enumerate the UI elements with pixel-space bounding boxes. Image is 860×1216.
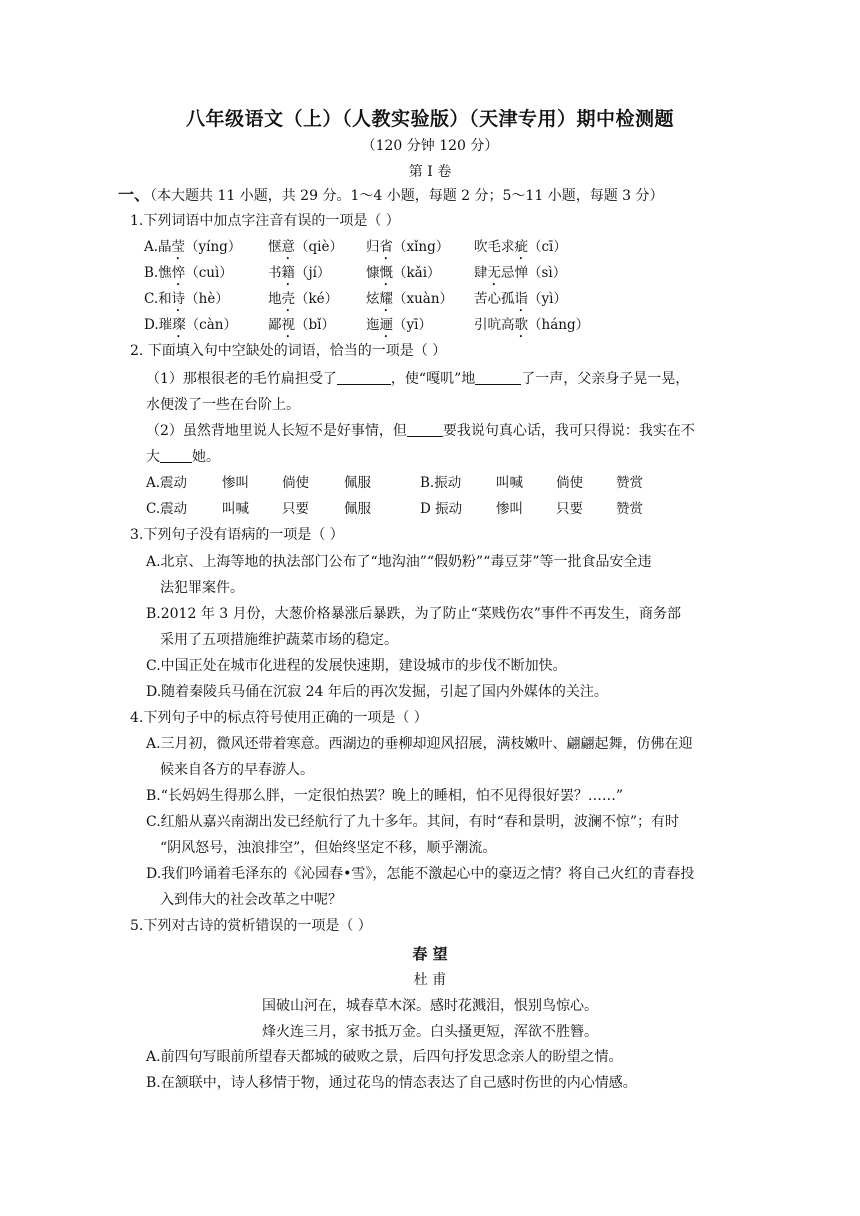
sentence-text: ，使“嘎叽”地 (390, 371, 476, 387)
sentence-text: 了一声，父亲身子晃一晃， (521, 371, 690, 387)
question-4-stem: 4.下列句子中的标点符号使用正确的一项是（ ） (130, 710, 428, 726)
question-3-option-d: D.随着秦陵兵马俑在沉寂 24 年后的再次发掘，引起了国内外媒体的关注。 (146, 684, 608, 700)
section-marker: 一、 (118, 185, 151, 204)
question-3-stem: 3.下列句子没有语病的一项是（ ） (130, 527, 344, 543)
option-word: 吹毛求疵（cī） (474, 239, 567, 255)
question-3-option-a-cont: 法犯罪案件。 (160, 580, 244, 596)
sentence-text: 她。 (192, 449, 220, 465)
question-2-sentence-2 (146, 420, 695, 442)
option-word: 书籍（jí） (268, 265, 331, 281)
option-word: 炫耀（xuàn） (366, 291, 454, 307)
question-1-option-a (144, 236, 634, 263)
poem-title: 春 望 (412, 945, 448, 963)
question-2-options-ab: A.震动 惨叫 倘使 佩服 B.振动 叫喊 倘使 赞赏 (146, 475, 643, 491)
question-4-option-c: C.红船从嘉兴南湖出发已经航行了九十多年。其间，有时“春和景明，波澜不惊”；有时 (146, 814, 679, 830)
question-4-option-c-cont: “阴风怒号，浊浪排空”，但始终坚定不移，顺乎潮流。 (160, 840, 497, 856)
question-5-stem: 5.下列对古诗的赏析错误的一项是（ ） (130, 918, 372, 934)
blank-line (337, 370, 391, 385)
question-3-option-c: C.中国正处在城市化进程的发展快速期，建设城市的步伐不断加快。 (146, 658, 567, 674)
option-word: 苦心孤诣（yì） (474, 291, 567, 307)
option-word: 肆无忌惮（sì） (474, 265, 567, 281)
question-4-option-a-cont: 候来自各方的早春游人。 (160, 762, 314, 778)
poem-author: 杜 甫 (413, 972, 447, 988)
question-5-option-b: B.在颔联中，诗人移情于物，通过花鸟的情态表达了自己感时伤世的内心情感。 (146, 1075, 637, 1091)
sentence-text: （1）那根很老的毛竹扁担受了 (146, 371, 337, 387)
sentence-text: 要我说句真心话，我可只得说：我实在不 (442, 423, 695, 439)
blank-line (407, 422, 443, 437)
question-3-option-a: A.北京、上海等地的执法部门公布了“地沟油”“假奶粉”“毒豆芽”等一批食品安全违 (146, 554, 652, 570)
poem-line-1: 国破山河在，城春草木深。感时花溅泪，恨别鸟惊心。 (262, 998, 598, 1014)
question-2-stem: 2. 下面填入句中空缺处的词语，恰当的一项是（ ） (130, 343, 447, 359)
sentence-text: 大 (146, 449, 160, 465)
option-word: A.晶莹（yíng） (144, 239, 242, 255)
question-3-option-b-cont: 采用了五项措施维护蔬菜市场的稳定。 (160, 632, 398, 648)
question-5-option-a: A.前四句写眼前所望春天都城的破败之景，后四句抒发思念亲人的盼望之情。 (146, 1049, 623, 1065)
option-word: 惬意（qiè） (268, 239, 343, 255)
question-4-option-b: B.“长妈妈生得那么胖，一定很怕热罢？晚上的睡相，怕不见得很好罢？……” (146, 788, 624, 804)
question-2-sentence-2-cont (146, 446, 220, 468)
blank-line (475, 370, 521, 385)
option-word: B.憔悴（cuì） (144, 265, 233, 281)
question-3-option-b: B.2012 年 3 月份，大葱价格暴涨后暴跌，为了防止“菜贱伤农”事件不再发生，商务部 (146, 606, 681, 622)
section-heading (118, 184, 664, 207)
blank-line (160, 448, 192, 463)
question-1-stem: 1.下列词语中加点字注音有误的一项是（ ） (130, 213, 400, 229)
sentence-text: （2）虽然背地里说人长短不是好事情，但 (146, 423, 407, 439)
question-1-option-b (144, 262, 634, 289)
question-4-option-d-cont: 入到伟大的社会改革之中呢？ (160, 892, 342, 908)
question-2-options-cd: C.震动 叫喊 只要 佩服 D 振动 惨叫 只要 赞赏 (146, 501, 643, 517)
question-1-option-c (144, 288, 634, 315)
option-word: 迤逦（yī） (366, 317, 432, 333)
volume-label: 第 I 卷 (408, 164, 452, 180)
option-word: 慷慨（kǎi） (366, 265, 441, 281)
option-word: 地壳（ké） (268, 291, 339, 307)
option-word: 引吭高歌（háng） (474, 317, 590, 333)
option-word: 归省（xǐng） (366, 239, 450, 255)
question-4-option-a: A.三月初，微风还带着寒意。西湖边的垂柳却迎风招展，满枝嫩叶、翩翩起舞，仿佛在迎 (146, 736, 693, 752)
option-word: 鄙视（bǐ） (268, 317, 335, 333)
question-2-sentence-1 (146, 368, 689, 390)
poem-line-2: 烽火连三月，家书抵万金。白头搔更短，浑欲不胜簪。 (262, 1024, 598, 1040)
option-word: C.和诗（hè） (144, 291, 229, 307)
exam-duration-score: （120 分钟 120 分） (361, 138, 499, 154)
option-word: D.璀璨（càn） (144, 317, 237, 333)
question-2-sentence-1-cont: 水便泼了一些在台阶上。 (146, 397, 300, 413)
section-description: （本大题共 11 小题，共 29 分。1～4 小题，每题 2 分；5～11 小题，每题 3 分） (150, 188, 664, 204)
question-4-option-d: D.我们吟诵着毛泽东的《沁园春•雪》，怎能不激起心中的豪迈之情？将自己火红的青春投 (146, 866, 695, 882)
question-1-option-d (144, 314, 634, 341)
page-title: 八年级语文（上）（人教实验版）（天津专用）期中检测题 (185, 108, 674, 130)
